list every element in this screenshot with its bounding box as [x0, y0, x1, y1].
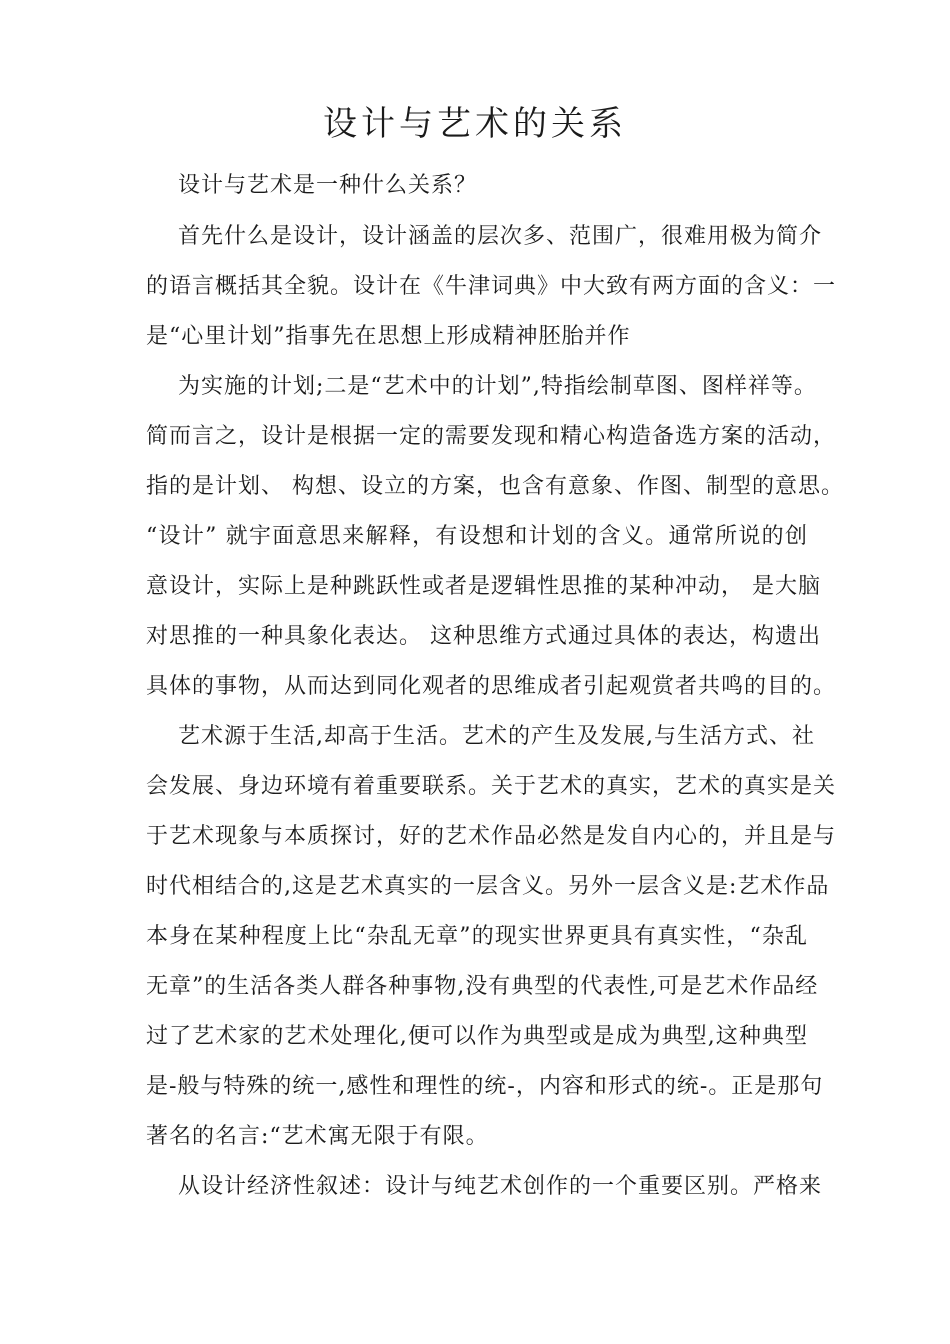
paragraph-line: 的语言概括其全貌。设计在《牛津词典》中大致有两方面的含义：一 — [146, 274, 837, 299]
document-title: 设计与艺术的关系 — [323, 104, 627, 144]
paragraph-line: 指的是计划、 构想、设立的方案，也含有意象、作图、制型的意思。 — [146, 474, 844, 499]
paragraph-line: 会发展、身边环境有着重要联系。关于艺术的真实，艺术的真实是关 — [146, 774, 837, 799]
paragraph-line: 设计与艺术是一种什么关系？ — [178, 173, 478, 198]
paragraph-line: 从设计经济性叙述：设计与纯艺术创作的一个重要区别。严格来 — [178, 1174, 823, 1199]
paragraph-line: 于艺术现象与本质探讨，好的艺术作品必然是发自内心的，并且是与 — [146, 824, 837, 849]
paragraph-line: 是“心里计划”指事先在思想上形成精神胚胎并作 — [146, 324, 631, 349]
paragraph-line: 著名的名言:“艺术寓无限于有限。 — [146, 1124, 489, 1149]
paragraph-line: 无章”的生活各类人群各种事物,没有典型的代表性,可是艺术作品经 — [146, 974, 819, 999]
paragraph-line: 为实施的计划;二是“艺术中的计划”,特指绘制草图、图样祥等。 — [178, 374, 817, 399]
paragraph-line: 本身在某种程度上比“杂乱无章”的现实世界更具有真实性，“杂乱 — [146, 924, 808, 949]
paragraph-line: 意设计，实际上是种跳跃性或者是逻辑性思推的某种冲动， 是大脑 — [146, 574, 821, 599]
paragraph-line: 具体的事物，从而达到同化观者的思维成者引起观赏者共鸣的目的。 — [146, 674, 837, 699]
paragraph-line: “设计” 就宇面意思来解释，有设想和计划的含义。通常所说的创 — [146, 524, 808, 549]
paragraph-line: 首先什么是设计，设计涵盖的层次多、范围广，很难用极为简介 — [178, 224, 823, 249]
paragraph-line: 过了艺术家的艺术处理化,便可以作为典型或是成为典型,这种典型 — [146, 1024, 808, 1049]
paragraph-line: 对思推的一种具象化表达。 这种思维方式通过具体的表达，构遗出 — [146, 624, 821, 649]
paragraph-line: 艺术源于生活,却高于生活。艺术的产生及发展,与生活方式、社 — [178, 724, 815, 749]
paragraph-line: 时代相结合的,这是艺术真实的一层含义。另外一层含义是:艺术作品 — [146, 874, 830, 899]
paragraph-line: 简而言之，设计是根据一定的需要发现和精心构造备选方案的活动， — [146, 424, 837, 449]
paragraph-line: 是-般与特殊的统一,感性和理性的统-，内容和形式的统-。正是那句 — [146, 1074, 824, 1099]
